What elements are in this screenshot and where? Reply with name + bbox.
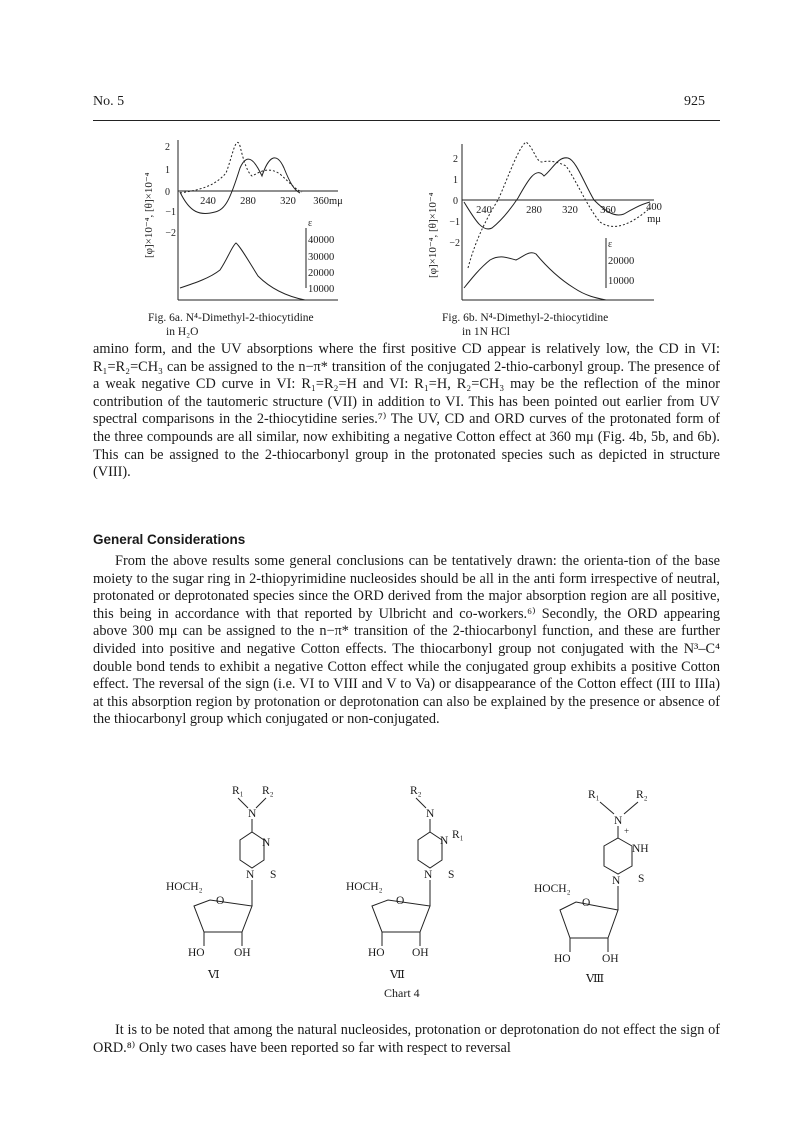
fig6a-caption-line1: Fig. 6a. N⁴-Dimethyl-2-thiocytidine	[148, 312, 314, 324]
structure-VII-OH: OH	[412, 947, 429, 959]
structure-VIII-plus: +	[624, 826, 630, 836]
paragraph-2	[93, 553, 720, 729]
structure-VIII-ringO: O	[582, 897, 591, 909]
fig6a-tick-0: 0	[165, 187, 170, 198]
section-heading: General Considerations	[93, 532, 246, 547]
fig6a-uv-curve	[180, 243, 305, 300]
chart-4-title: Chart 4	[384, 986, 420, 1000]
structure-VII-R2: R₂	[410, 785, 422, 797]
fig6a-xtick-240: 240	[200, 196, 216, 207]
fig6a-tick-m1: −1	[165, 207, 176, 218]
fig6a-eps-40000: 40000	[308, 235, 335, 246]
structure-VIII-S: S	[638, 873, 645, 885]
structure-VI-amine-N: N	[248, 808, 257, 820]
chart-4-structures	[150, 782, 690, 992]
structure-VII-N1: N	[424, 869, 433, 881]
structure-VII-HOCH2: HOCH₂	[346, 881, 383, 893]
structure-VI-HO: HO	[188, 947, 205, 959]
fig6b-eps-10000: 10000	[608, 276, 635, 287]
structure-VIII-numeral: Ⅷ	[586, 973, 605, 985]
fig6b-xtick-360: 360	[600, 205, 616, 216]
fig6a-xtick-280: 280	[240, 196, 256, 207]
structure-VI-S: S	[270, 869, 277, 881]
fig6a-eps-10000: 10000	[308, 284, 335, 295]
fig6b-tick-m2: −2	[449, 238, 460, 249]
structure-VIII-R2: R₂	[636, 789, 648, 801]
structure-VIII-NH: NH	[632, 843, 649, 855]
fig6a-tick-2: 2	[165, 142, 170, 153]
structure-VIII-amine-N: N	[614, 815, 623, 827]
fig6b-uv-curve	[464, 253, 606, 300]
fig6b-caption-line2: in 1N HCl	[462, 326, 510, 338]
structure-VII-numeral: Ⅶ	[390, 969, 405, 981]
structure-VIII-R1: R₁	[588, 789, 600, 801]
fig6a-xtick-360: 360mμ	[313, 196, 343, 207]
structure-VII-N3: N	[440, 835, 449, 847]
fig6b-cd-curve	[464, 158, 650, 229]
fig6b-x-unit: mμ	[647, 214, 661, 225]
structure-VIII-HO: HO	[554, 953, 571, 965]
fig6b-epsilon: ε	[608, 239, 613, 250]
structure-VII-ringO: O	[396, 895, 405, 907]
structure-VIII-N1: N	[612, 875, 621, 887]
page-number: 925	[684, 94, 705, 109]
structure-VII-amine-N: N	[426, 808, 435, 820]
header-rule	[93, 120, 720, 121]
structure-VII-S: S	[448, 869, 455, 881]
fig6b-xtick-400: 400	[646, 202, 662, 213]
paragraph-3-text: It is to be noted that among the natural nucleosides, protonation or deprotonation do not effect the sign of ORD.⁸⁾ Only two cases have been reported so far with respect to reversal	[93, 1022, 720, 1056]
fig6b-tick-m1: −1	[449, 217, 460, 228]
structure-VI-N1: N	[246, 869, 255, 881]
fig6a-eps-20000: 20000	[308, 268, 335, 279]
structure-VIII	[534, 789, 649, 985]
structure-VII-HO: HO	[368, 947, 385, 959]
fig6b-eps-20000: 20000	[608, 256, 635, 267]
fig6b-xtick-240: 240	[476, 205, 492, 216]
structure-VI-ringO: O	[216, 895, 225, 907]
fig6a-epsilon: ε	[308, 218, 313, 229]
structure-VI-R2: R₂	[262, 785, 274, 797]
fig6a-xtick-320: 320	[280, 196, 296, 207]
fig6b-xtick-280: 280	[526, 205, 542, 216]
structure-VI-numeral: Ⅵ	[208, 969, 220, 981]
paragraph-1-text: amino form, and the UV absorptions where the first positive CD appear is relatively low, the CD in VI: R₁=R₂=CH₃ can be assigned to the n−π* transition of the conjugated 2-thio-carbonyl group. The presence of a weak negative CD curve in VI: R₁=R₂=H and VI: R₁=H, R₂=CH₃ may be the reflection of the minor contribution of the tautomeric structure (VII) in addition to VI. This has been pointed out earlier from UV spectral comparisons in the 2-thiocytidine series.⁷⁾ The UV, CD and ORD curves of the protonated form of the three compounds are all similar, now exhibiting a negative Cotton effect at 360 mμ (Fig. 4b, 5b, and 6b). This can be assigned to the 2-thiocarbonyl group in the protonated species such as depicted in structure (VIII).	[93, 341, 720, 481]
structure-VI-N3: N	[262, 837, 271, 849]
structure-VIII-OH: OH	[602, 953, 619, 965]
fig6b-ylabel: [φ]×10⁻⁴, [θ]×10⁻⁴	[427, 192, 439, 278]
journal-issue-number: No. 5	[93, 94, 125, 109]
paragraph-3	[93, 1022, 720, 1057]
fig6a-eps-30000: 30000	[308, 252, 335, 263]
paragraph-2-text: From the above results some general conclusions can be tentatively drawn: the orienta-tion of the base moiety to the sugar ring in 2-thiopyrimidine nucleosides should be all in the anti form irrespective of neutral, protonated or deprotonated species since the ORD derived from the major absorption region are all positive, this being in accordance with that reported by Ulbricht and co-workers.⁶⁾ Secondly, the ORD appearing above 300 mμ can be assigned to the n−π* transition of the 2-thiocarbonyl function, and these are further divided into positive and negative Cotton effects. The thiocarbonyl group not conjugated with the N³–C⁴ double bond tends to exhibit a negative Cotton effect while the conjugated group exhibits a positive Cotton effect. The reversal of the sign (i.e. VI to VIII and V to Va) or disappearance of the Cotton effect (III to IIIa) at this absorption region by protonation or deprotonation can also be explained by the presence or absence of the thiocarbonyl group which conjugated or non-conjugated.	[93, 553, 720, 728]
fig6b-tick-1: 1	[453, 175, 458, 186]
fig6b-tick-2: 2	[453, 154, 458, 165]
fig6a-caption-line2: in H₂O	[166, 326, 199, 338]
figure-6a	[140, 128, 370, 306]
structure-VII	[346, 785, 464, 981]
fig6b-caption-line1: Fig. 6b. N⁴-Dimethyl-2-thiocytidine	[442, 312, 609, 324]
structure-VI-OH: OH	[234, 947, 251, 959]
fig6a-ylabel: [φ]×10⁻⁴, [θ]×10⁻⁴	[143, 172, 155, 258]
structure-VI-R1: R₁	[232, 785, 244, 797]
structure-VII-R1: R₁	[452, 829, 464, 841]
paragraph-1	[93, 341, 720, 482]
fig6a-tick-1: 1	[165, 165, 170, 176]
fig6b-tick-0: 0	[453, 196, 458, 207]
fig6a-tick-m2: −2	[165, 228, 176, 239]
structure-VIII-HOCH2: HOCH₂	[534, 883, 571, 895]
fig6b-xtick-320: 320	[562, 205, 578, 216]
structure-VI	[166, 785, 276, 981]
structure-VI-HOCH2: HOCH₂	[166, 881, 203, 893]
figure-6b	[418, 128, 668, 306]
